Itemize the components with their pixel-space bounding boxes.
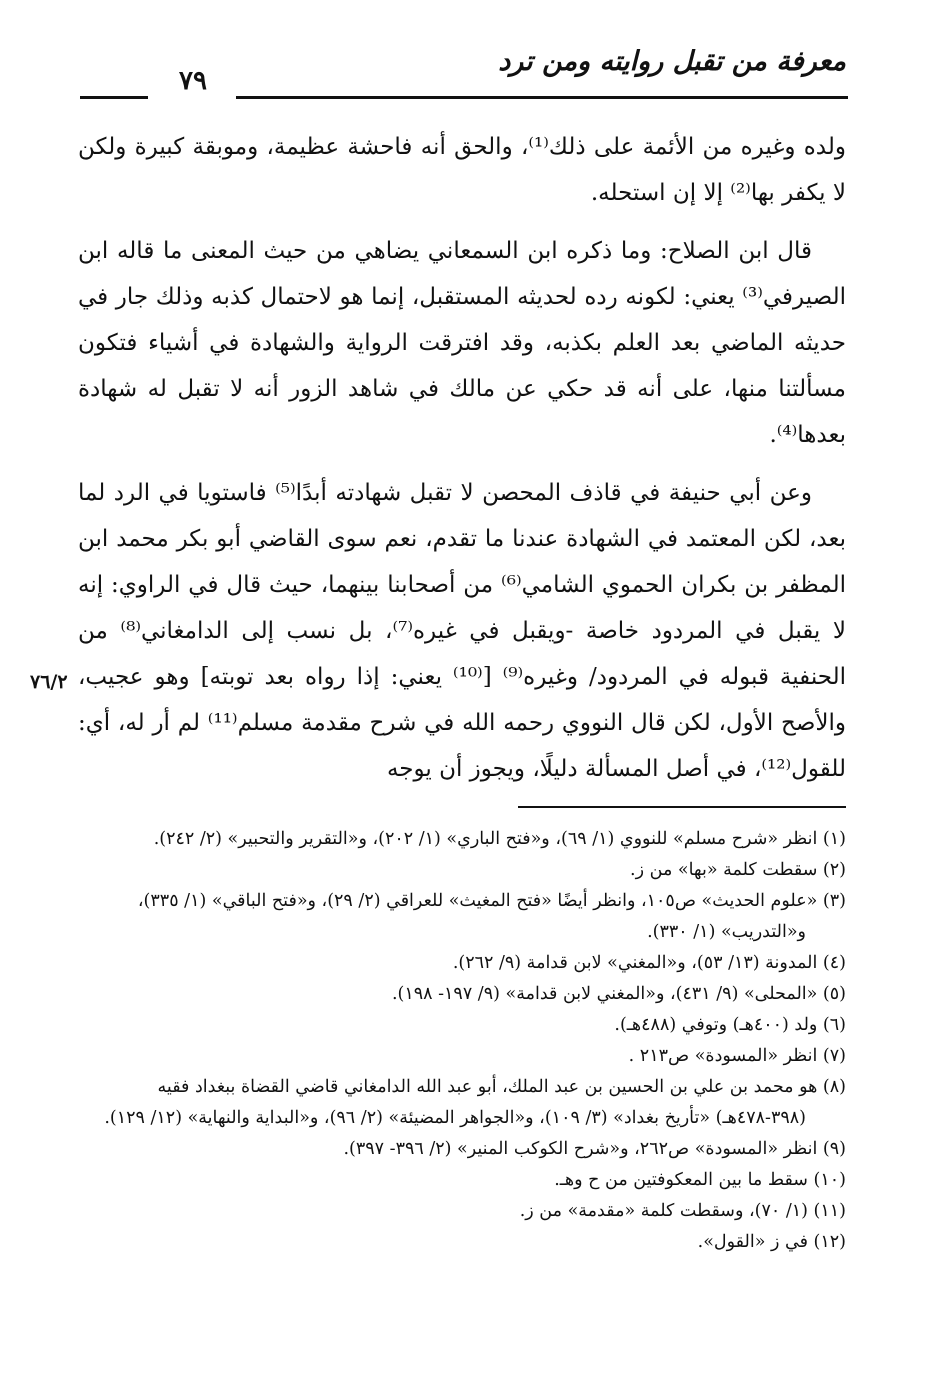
margin-folio-note: ٧٦/٢ bbox=[30, 671, 68, 693]
footnote-3: (٣) «علوم الحديث» ص١٠٥، وانظر أيضًا «فتح المغيث» للعراقي (٢/ ٢٩)، و«فتح الباقي» (١/ ٣٣٥)، و«التدريب» (١/ ٣٣٠). bbox=[137, 891, 846, 942]
paragraph-2: قال ابن الصلاح: وما ذكره ابن السمعاني يضاهي من حيث المعنى ما قاله ابن الصيرفي⁽³⁾ يعني: لكونه رده لحديثه المستقبل، إنما هو لاحتمال كذبه وذلك جار في حديثه الماضي بعد العلم بكذبه، وقد افترقت الرواية والشهادة في أشياء فتكون مسألتنا منها، على أنه قد حكي عن مالك في شاهد الزور أنه لا تقبل له شهادة بعدها⁽⁴⁾. bbox=[78, 238, 846, 448]
footnotes bbox=[76, 824, 846, 1258]
main-text bbox=[78, 124, 846, 804]
running-title: معرفة من تقبل روايته ومن ترد bbox=[498, 46, 846, 77]
footnote-8: (٨) هو محمد بن علي بن الحسين بن عبد الملك، أبو عبد الله الدامغاني قاضي القضاة ببغداد فقيه (٣٩٨-٤٧٨هـ) «تأريخ بغداد» (٣/ ١٠٩)، و«الجواهر المضيئة» (٢/ ٩٦)، و«البداية والنهاية» (١٢/ ١٢٩). bbox=[104, 1077, 846, 1128]
paragraph-3: وعن أبي حنيفة في قاذف المحصن لا تقبل شهادته أبدًا⁽⁵⁾ فاستويا في الرد لما بعد، لكن المعتمد في الشهادة عندنا ما تقدم، نعم سوى القاضي أبو بكر محمد ابن المظفر بن بكران الحموي الشامي⁽⁶⁾ من أصحابنا بينهما، حيث قال في الراوي: إنه لا يقبل في المردود خاصة -ويقبل في غيره⁽⁷⁾، بل نسب إلى الدامغاني⁽⁸⁾ من الحنفية قبوله في المردود/ وغيره⁽⁹⁾ [⁽¹⁰⁾ يعني: إذا رواه بعد توبته] وهو عجيب، والأصح الأول، لكن قال النووي رحمه الله في شرح مقدمة مسلم⁽¹¹⁾ لم أر له، أي: للقول⁽¹²⁾، في أصل المسألة دليلًا، ويجوز أن يوجه bbox=[78, 480, 847, 782]
footnote-5: (٥) «المحلى» (٩/ ٤٣١)، و«المغني لابن قدامة» (٩/ ١٩٧- ١٩٨). bbox=[391, 984, 846, 1004]
footnote-separator bbox=[518, 806, 846, 808]
footnote-4: (٤) المدونة (١٣/ ٥٣)، و«المغني» لابن قدامة (٩/ ٢٦٢). bbox=[452, 953, 846, 973]
footnote-2: (٢) سقطت كلمة «بها» من ز. bbox=[630, 860, 846, 880]
page-number: ٧٩ bbox=[179, 66, 207, 96]
footnote-9: (٩) انظر «المسودة» ص٢٦٢، و«شرح الكوكب المنير» (٢/ ٣٩٦- ٣٩٧). bbox=[343, 1139, 846, 1159]
header-rule-right bbox=[236, 96, 848, 99]
paragraph-1: ولده وغيره من الأئمة على ذلك⁽¹⁾، والحق أنه فاحشة عظيمة، وموبقة كبيرة ولكن لا يكفر بها⁽²⁾ إلا إن استحله. bbox=[78, 134, 846, 206]
footnote-6: (٦) ولد (٤٠٠هـ) وتوفي (٤٨٨هـ). bbox=[614, 1015, 846, 1035]
header-rule-left bbox=[80, 96, 148, 99]
footnote-10: (١٠) سقط ما بين المعكوفتين من ح وهـ. bbox=[554, 1170, 846, 1190]
footnote-7: (٧) انظر «المسودة» ص٢١٣ . bbox=[628, 1046, 846, 1066]
footnote-11: (١١) (١/ ٧٠)، وسقطت كلمة «مقدمة» من ز. bbox=[519, 1201, 846, 1221]
footnote-1: (١) انظر «شرح مسلم» للنووي (١/ ٦٩)، و«فتح الباري» (١/ ٢٠٢)، و«التقرير والتحبير» (٢/ ٢٤٢). bbox=[153, 829, 846, 849]
footnote-12: (١٢) في ز «القول». bbox=[697, 1232, 846, 1252]
